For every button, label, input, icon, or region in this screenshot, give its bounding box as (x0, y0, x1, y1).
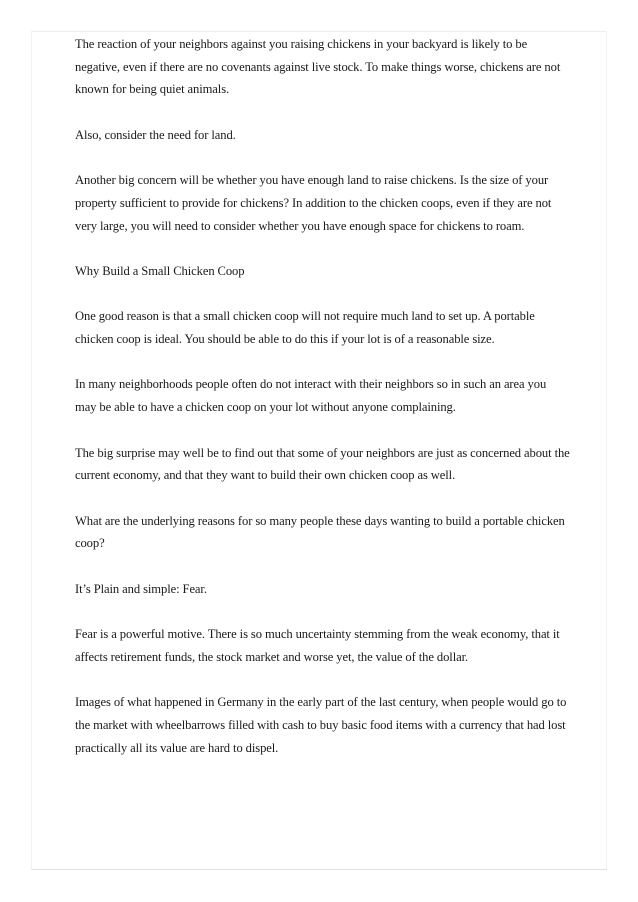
document-body (75, 33, 570, 782)
paragraph-need-for-land: Also, consider the need for land. (75, 127, 236, 142)
paragraph-underlying-reasons: What are the underlying reasons for so many people these days wanting to build a portable chicken coop? (75, 513, 565, 551)
section-heading-why-build: Why Build a Small Chicken Coop (75, 263, 245, 278)
paragraph-enough-land: Another big concern will be whether you have enough land to raise chickens. Is the size of your property sufficient to provide for chickens? In addition to the chicken coops, even if they are not very large, you will need to consider whether you have enough space for chickens to roam. (75, 173, 552, 233)
paragraph-fear-motive: Fear is a powerful motive. There is so much uncertainty stemming from the weak economy, that it affects retirement funds, the stock market and worse yet, the value of the dollar. (75, 627, 560, 664)
paragraph-big-surprise: The big surprise may well be to find out that some of your neighbors are just as concerned about the current economy, and that they want to build their own chicken coop as well. (75, 445, 570, 483)
paragraph-neighbors-reaction: The reaction of your neighbors against you raising chickens in your backyard is likely to be negative, even if there are no covenants against live stock. To make things worse, chickens are not known for being quiet animals. (75, 37, 561, 97)
paragraph-plain-and-simple: It’s Plain and simple: Fear. (75, 581, 207, 596)
paragraph-neighborhoods: In many neighborhoods people often do not interact with their neighbors so in such an area you may be able to have a chicken coop on your lot without anyone complaining. (75, 377, 547, 415)
paragraph-small-coop-reason: One good reason is that a small chicken coop will not require much land to set up. A portable chicken coop is ideal. You should be able to do this if your lot is of a reasonable size. (75, 309, 535, 347)
paragraph-germany-images: Images of what happened in Germany in the early part of the last century, when people would go to the market with wheelbarrows filled with cash to buy basic food items with a currency that had lost practically all its value are hard to dispel. (75, 695, 567, 755)
